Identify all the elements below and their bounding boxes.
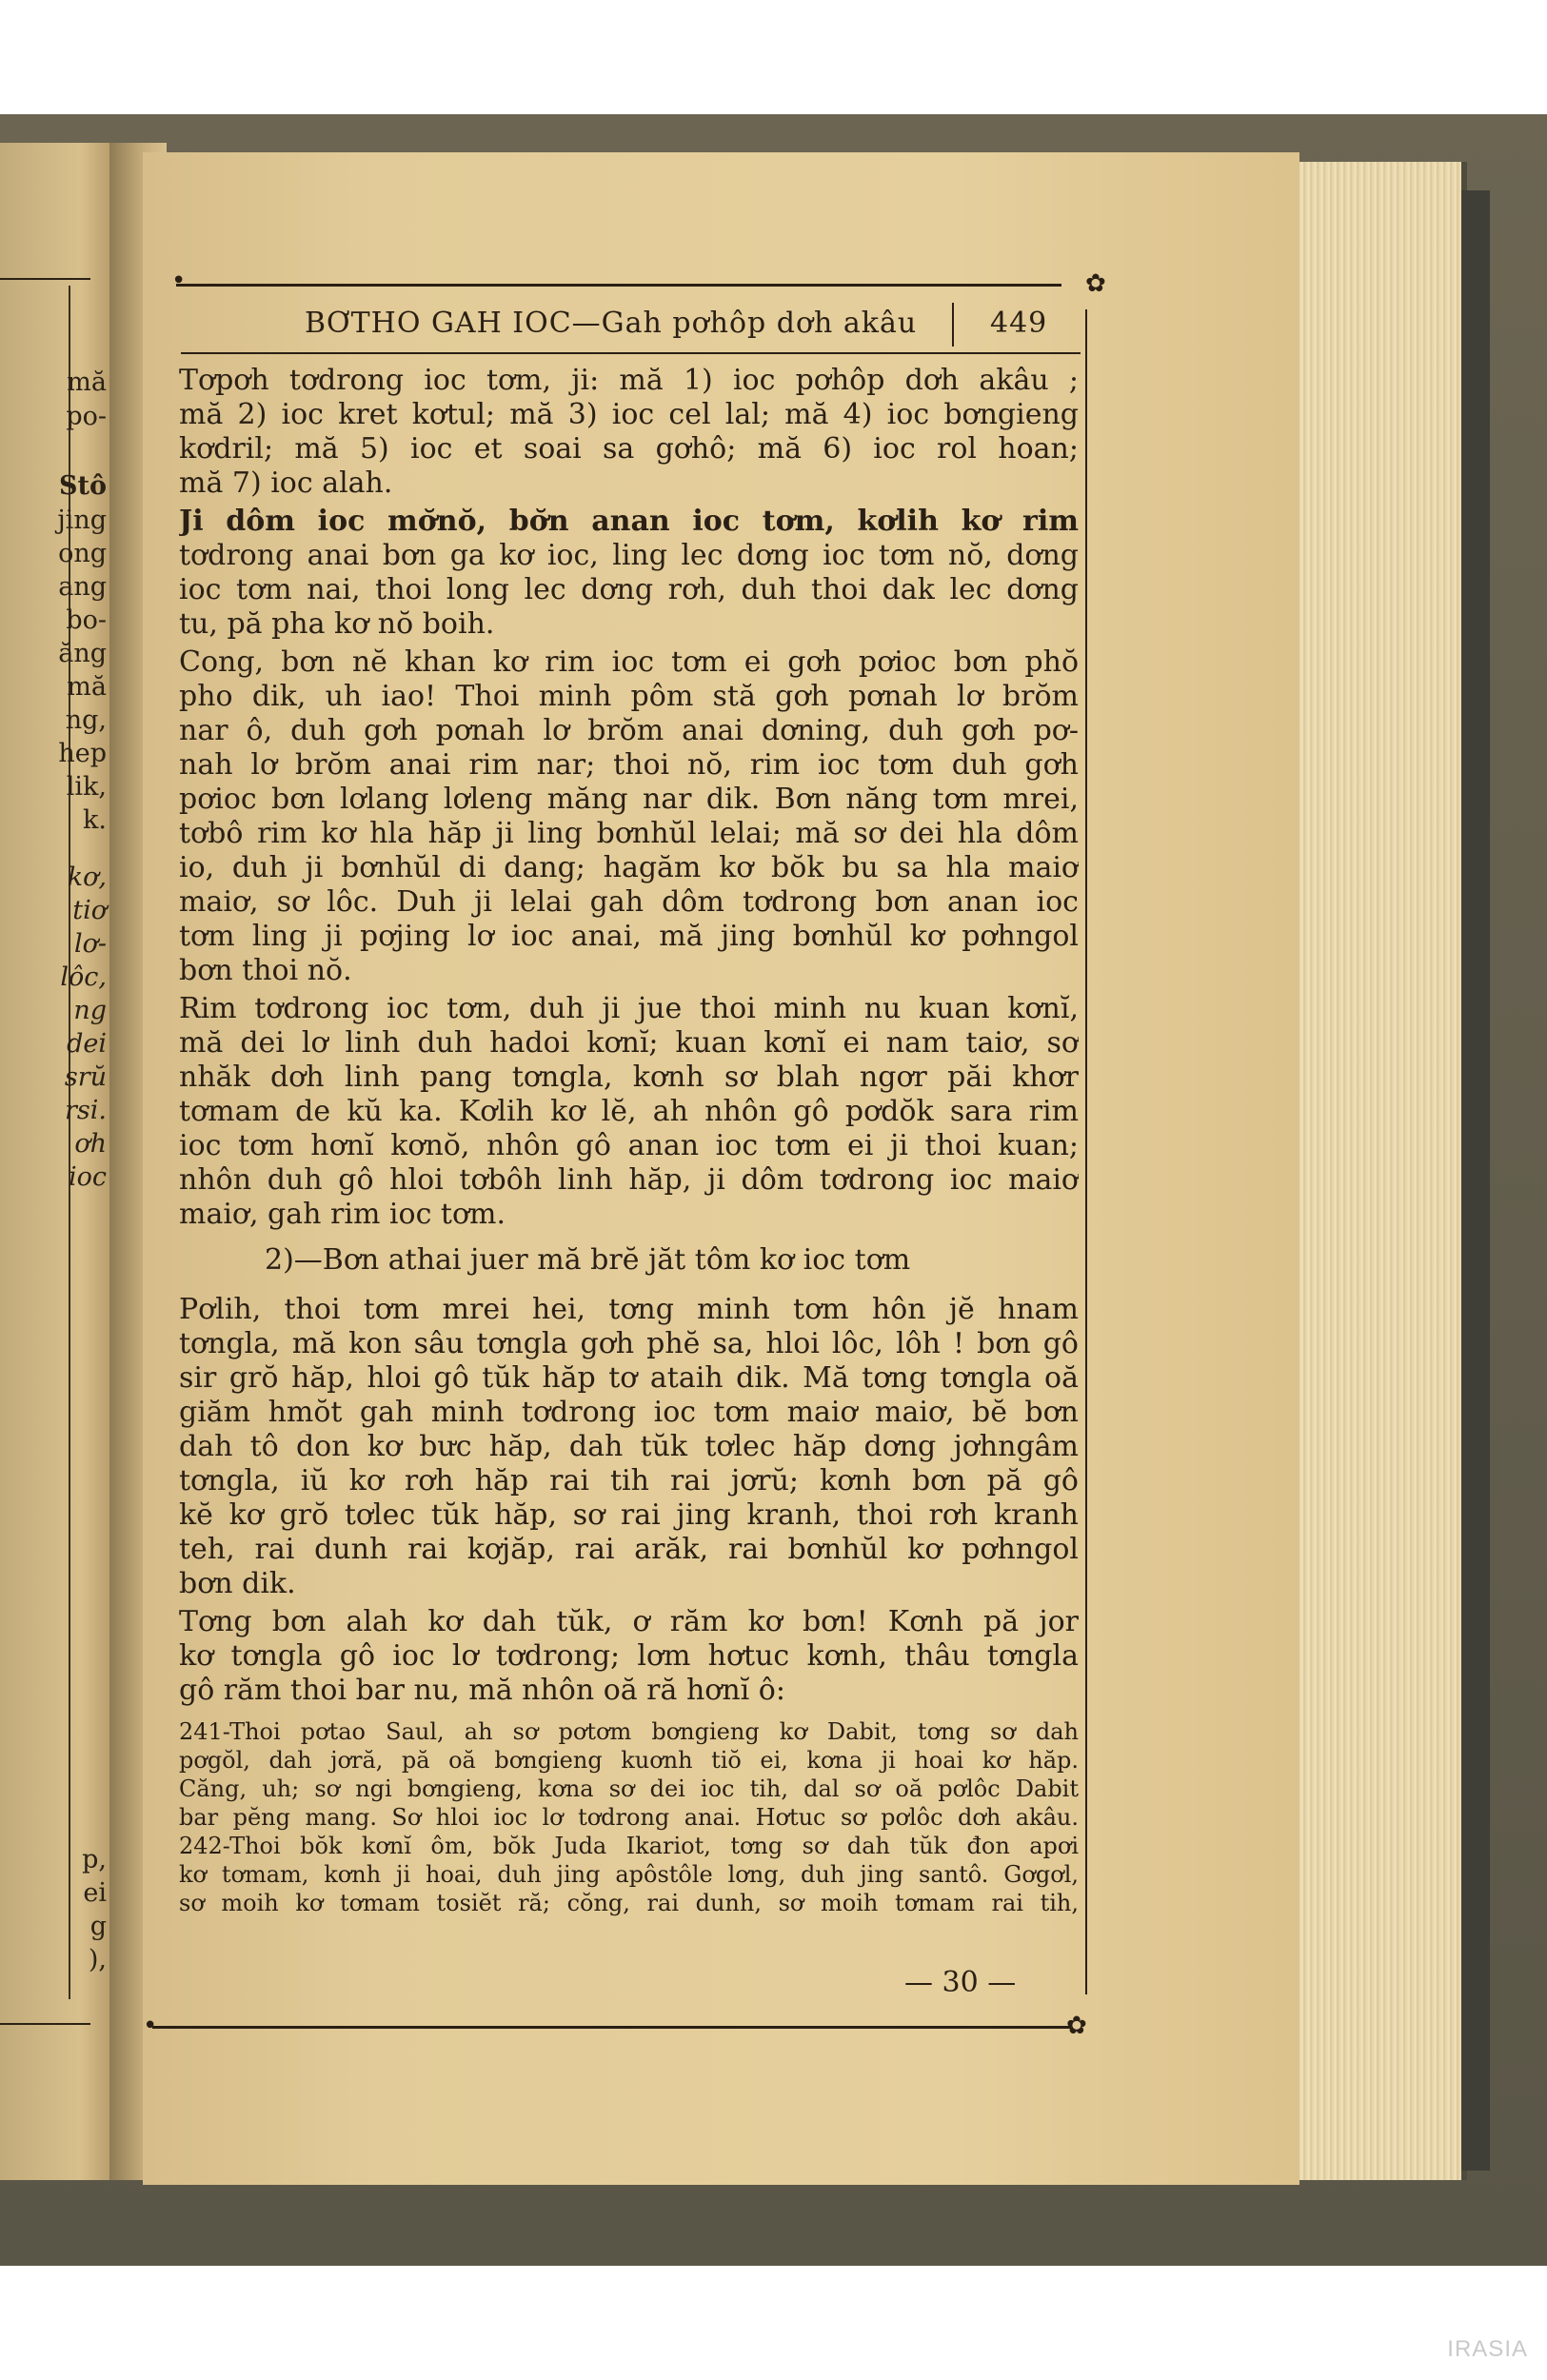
- note-line: Căng, uh; sơ ngi bơngieng, kơna sơ dei ioc tih, dal sơ oă pơlôc Dabit: [179, 1775, 1079, 1802]
- note-line: 242-Thoi bŏk kơnĭ ôm, bŏk Juda Ikariot, tơng sơ dah tŭk đon apơi: [179, 1833, 1079, 1859]
- text-line: mă dei lơ linh duh hadoi kơnĭ; kuan kơnĭ ei nam taiơ, sơ: [179, 1026, 1079, 1060]
- left-page-fragment: ong: [58, 539, 107, 568]
- text-line: tơmam de kŭ ka. Kơlih kơ lĕ, ah nhôn gô pơdŏk sara rim: [179, 1095, 1079, 1128]
- left-page-fragment: srŭ: [64, 1062, 107, 1092]
- running-header-title: BƠTHO GAH IOC—Gah pơhôp dơh akâu: [305, 307, 918, 340]
- left-page-fragment: lik,: [66, 772, 107, 802]
- left-page-fragment: mă: [67, 367, 107, 397]
- text-line: ioc tơm nai, thoi long lec dơng rơh, duh thoi dak lec dơng: [179, 573, 1079, 606]
- text-line: Ji dôm ioc mơ̆nŏ, bơ̆n anan ioc tơm, kơlih kơ rim: [179, 505, 1079, 538]
- left-page-fragment: Stô: [59, 471, 107, 501]
- note-line: pơgŏl, dah jơră, pă oă bơngieng kuơnh tiŏ ei, kơna ji hoai kơ hăp.: [179, 1747, 1079, 1774]
- left-page-fragment: ang: [58, 572, 107, 602]
- text-line: bơn thoi nŏ.: [179, 954, 352, 987]
- text-line: Tơng bơn alah kơ dah tŭk, ơ răm kơ bơn! Kơnh pă jor: [179, 1605, 1079, 1638]
- text-line: mă 2) ioc kret kơtul; mă 3) ioc cel lal; mă 4) ioc bơngieng: [179, 398, 1079, 431]
- left-page-fragment: bo-: [66, 605, 107, 635]
- left-page-fragment: ioc: [68, 1162, 107, 1192]
- text-line: bơn dik.: [179, 1567, 296, 1600]
- note-line: sơ moih kơ tơmam tosiĕt ră; cŏng, rai dunh, sơ moih tơmam rai tih,: [179, 1890, 1079, 1916]
- text-line: maiơ, gah rim ioc tơm.: [179, 1198, 506, 1231]
- running-header: [305, 303, 1057, 350]
- text-line: nhăk dơh linh pang tơngla, kơnh sơ blah ngơr păi khơr: [179, 1061, 1079, 1094]
- text-line: tơngla, iŭ kơ rơh hăp rai tih rai jơrŭ; kơnh bơn pă gô: [179, 1464, 1079, 1497]
- text-line: tơm ling ji pơjing lơ ioc anai, mă jing bơnhŭl kơ pơhngol: [179, 920, 1079, 953]
- flower-ornament-icon: ✿: [1066, 2012, 1087, 2040]
- left-page-fragment: lơ-: [73, 929, 107, 959]
- text-line: mă 7) ioc alah.: [179, 466, 393, 500]
- header-separator: [952, 303, 954, 347]
- page-number: 449: [990, 307, 1048, 340]
- text-line: gô răm thoi bar nu, mă nhôn oă ră hơnĭ ô:: [179, 1674, 785, 1707]
- top-ornament-rule: [176, 284, 1061, 287]
- left-page-fragment: mă: [67, 672, 107, 702]
- left-page-fragment: jing: [57, 506, 107, 535]
- left-page-rule: [0, 278, 90, 280]
- text-line: pho dik, uh iao! Thoi minh pôm stă gơh pơnah lơ brŏm: [179, 680, 1079, 713]
- left-page-fragment: dei: [67, 1029, 107, 1059]
- text-line: ioc tơm hơnĭ kơnŏ, nhôn gô anan ioc tơm ei ji thoi kuan;: [179, 1129, 1079, 1162]
- text-line: tơdrong anai bơn ga kơ ioc, ling lec dơng ioc tơm nŏ, dơng: [179, 539, 1079, 572]
- text-line: nhôn duh gô hloi tơbôh linh hăp, ji dôm tơdrong ioc maiơ: [179, 1163, 1079, 1197]
- text-line: tu, pă pha kơ nŏ boih.: [179, 607, 495, 641]
- rule-end-ornament-icon: •: [143, 2012, 158, 2040]
- book-cover-edge: [1461, 190, 1490, 2171]
- text-line: kơ tơngla gô ioc lơ tơdrong; lơm hơtuc kơnh, thâu tơngla: [179, 1639, 1079, 1673]
- text-line: Pơlih, thoi tơm mrei hei, tơng minh tơm hôn jĕ hnam: [179, 1293, 1079, 1326]
- left-page-fragment: ),: [88, 1945, 107, 1974]
- left-page-fragment: ăng: [58, 639, 107, 668]
- rule-end-ornament-icon: •: [171, 267, 187, 295]
- text-line: tơngla, mă kon sâu tơngla gơh phĕ sa, hloi lôc, lôh ! bơn gô: [179, 1327, 1079, 1360]
- left-page-fragment: g: [89, 1912, 107, 1941]
- left-page-fragment: hep: [58, 739, 107, 768]
- text-line: nar ô, duh gơh pơnah lơ brŏm anai dơning, duh gơh pơ-: [179, 714, 1079, 747]
- flower-ornament-icon: ✿: [1085, 269, 1106, 298]
- note-line: 241-Thoi pơtao Saul, ah sơ pơtơm bơngieng kơ Dabit, tơng sơ dah: [179, 1718, 1079, 1745]
- header-rule: [181, 352, 1081, 354]
- page-block-edge: [1299, 162, 1467, 2180]
- text-line: maiơ, sơ lôc. Duh ji lelai gah dôm tơdrong bơn anan ioc: [179, 885, 1079, 919]
- section-subheading: 2)—Bơn athai juer mă brĕ jăt tôm kơ ioc tơm: [265, 1243, 911, 1277]
- text-line: kơdril; mă 5) ioc et soai sa gơhô; mă 6) ioc rol hoan;: [179, 432, 1079, 466]
- text-line: giăm hmŏt gah minh tơdrong ioc tơm maiơ maiơ, bĕ bơn: [179, 1396, 1079, 1429]
- text-line: Tơpơh tơdrong ioc tơm, ji: mă 1) ioc pơhôp dơh akâu ;: [179, 364, 1079, 397]
- left-page-fragment: p,: [82, 1845, 107, 1874]
- text-line: kĕ kơ grŏ tơlec tŭk hăp, sơ rai jing kranh, thoi rơh kranh: [179, 1498, 1079, 1532]
- text-line: Rim tơdrong ioc tơm, duh ji jue thoi minh nu kuan kơnĭ,: [179, 992, 1079, 1025]
- left-page-fragment: kơ,: [67, 863, 107, 892]
- left-page-bottom-rule: [0, 2023, 90, 2025]
- left-page-fragment: ơh: [74, 1129, 107, 1159]
- text-line: tơbô rim kơ hla hăp ji ling bơnhŭl lelai; mă sơ dei hla dôm: [179, 817, 1079, 850]
- left-page-fragment: k.: [83, 805, 107, 835]
- signature-folio: — 30 —: [904, 1966, 1017, 1999]
- page-text: [179, 364, 1079, 1917]
- left-page-fragment: ng: [73, 996, 107, 1025]
- text-line: sir grŏ hăp, hloi gô tŭk hăp tơ ataih dik. Mă tơng tơngla oă: [179, 1361, 1079, 1395]
- left-page-fragment: po-: [66, 402, 107, 431]
- text-line: nah lơ brŏm anai rim nar; thoi nŏ, rim ioc tơm duh gơh: [179, 748, 1079, 782]
- note-line: kơ tơmam, kơnh ji hoai, duh jing apôstôle lơng, duh jing santô. Gơgơl,: [179, 1861, 1079, 1888]
- left-page-edge: [0, 143, 114, 2180]
- left-page-fragment: lôc,: [60, 962, 107, 992]
- bottom-ornament-rule: [152, 2026, 1071, 2029]
- text-line: pơioc bơn lơlang lơleng măng nar dik. Bơn năng tơm mrei,: [179, 783, 1079, 816]
- watermark: IRASIA: [1447, 2336, 1528, 2362]
- left-page-fragment: ei: [83, 1878, 107, 1908]
- note-line: bar pĕng mang. Sơ hloi ioc lơ tơdrong anai. Hơtuc sơ pơlôc dơh akâu.: [179, 1804, 1079, 1831]
- text-line: dah tô don kơ bưc hăp, dah tŭk tơlec hăp dơng jơhngâm: [179, 1430, 1079, 1463]
- left-page-fragment: rsi.: [65, 1096, 107, 1125]
- left-page-fragment: tiơ: [72, 896, 107, 925]
- left-page-fragment: ng,: [65, 705, 107, 735]
- text-line: teh, rai dunh rai kơjăp, rai arăk, rai bơnhŭl kơ pơhngol: [179, 1533, 1079, 1566]
- text-line: Cong, bơn nĕ khan kơ rim ioc tơm ei gơh pơioc bơn phŏ: [179, 645, 1079, 679]
- text-line: io, duh ji bơnhŭl di dang; hagăm kơ bŏk bu sa hla maiơ: [179, 851, 1079, 884]
- page-frame-rule: [1085, 309, 1087, 1994]
